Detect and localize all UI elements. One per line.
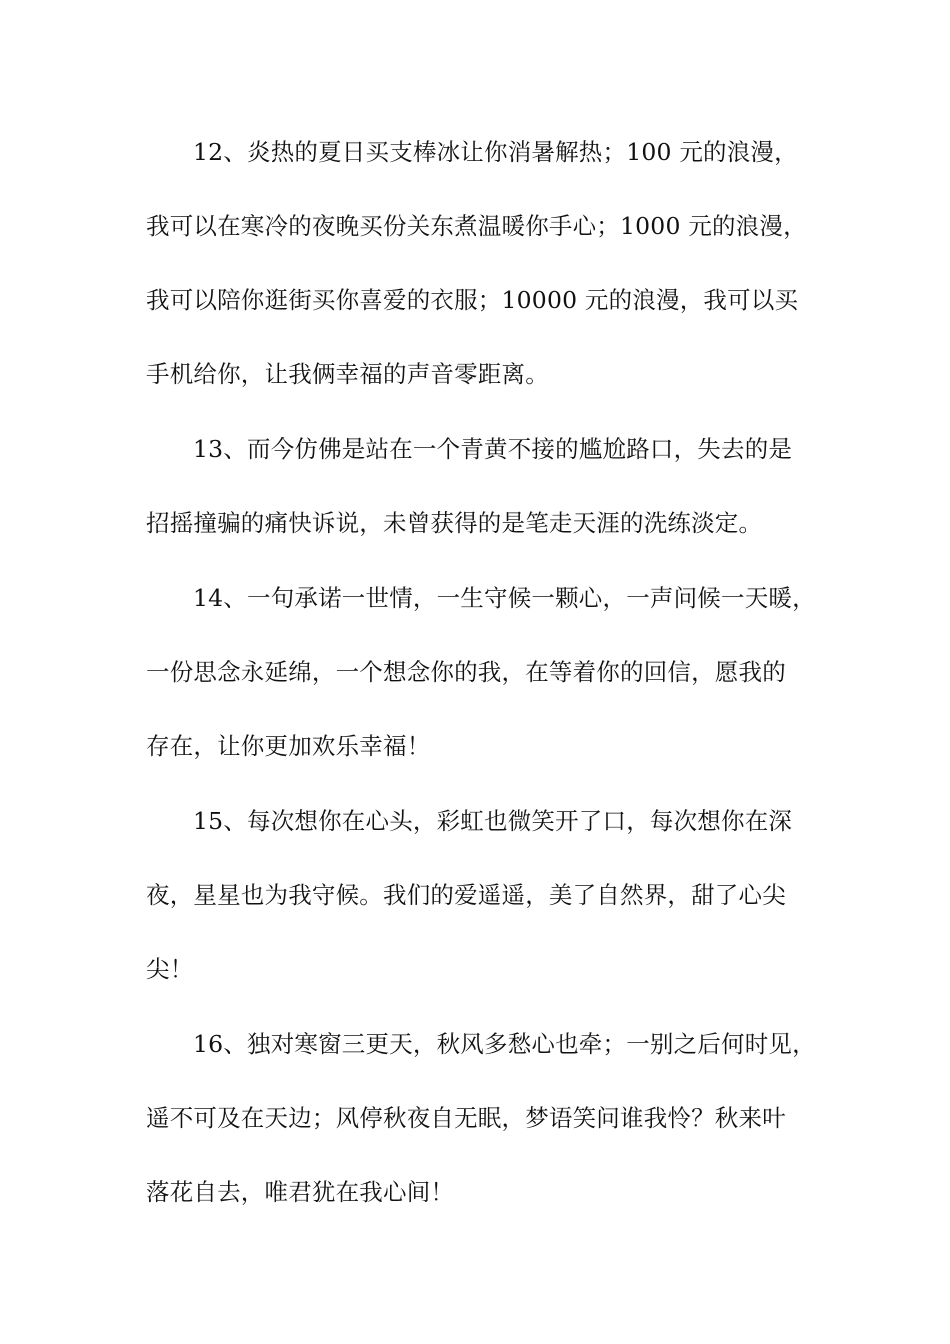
- paragraph-13-line-1: 13、而今仿佛是站在一个青黄不接的尴尬路口，失去的是: [193, 435, 793, 463]
- paragraph-14-line-2: 一份思念永延绵，一个想念你的我，在等着你的回信，愿我的: [146, 658, 786, 686]
- paragraph-15-line-3: 尖！: [146, 955, 194, 983]
- paragraph-16-line-2: 遥不可及在天边；风停秋夜自无眠，梦语笑问谁我怜？秋来叶: [146, 1104, 786, 1132]
- paragraph-13-line-2: 招摇撞骗的痛快诉说，未曾获得的是笔走天涯的洗练淡定。: [146, 509, 763, 537]
- paragraph-12-line-4: 手机给你，让我俩幸福的声音零距离。: [146, 360, 549, 388]
- paragraph-16-line-3: 落花自去，唯君犹在我心间！: [146, 1178, 455, 1206]
- paragraph-16-line-1: 16、独对寒窗三更天，秋风多愁心也牵；一别之后何时见，: [193, 1030, 816, 1058]
- paragraph-12-line-3: 我可以陪你逛街买你喜爱的衣服；10000 元的浪漫，我可以买: [146, 286, 799, 314]
- paragraph-15-line-2: 夜，星星也为我守候。我们的爱遥遥，美了自然界，甜了心尖: [146, 881, 786, 909]
- paragraph-14-line-3: 存在，让你更加欢乐幸福！: [146, 732, 431, 760]
- paragraph-12-line-1: 12、炎热的夏日买支棒冰让你消暑解热；100 元的浪漫，: [193, 138, 798, 166]
- paragraph-15-line-1: 15、每次想你在心头，彩虹也微笑开了口，每次想你在深: [193, 807, 793, 835]
- paragraph-14-line-1: 14、一句承诺一世情，一生守候一颗心，一声问候一天暖，: [193, 584, 816, 612]
- paragraph-12-line-2: 我可以在寒冷的夜晚买份关东煮温暖你手心；1000 元的浪漫，: [146, 212, 807, 240]
